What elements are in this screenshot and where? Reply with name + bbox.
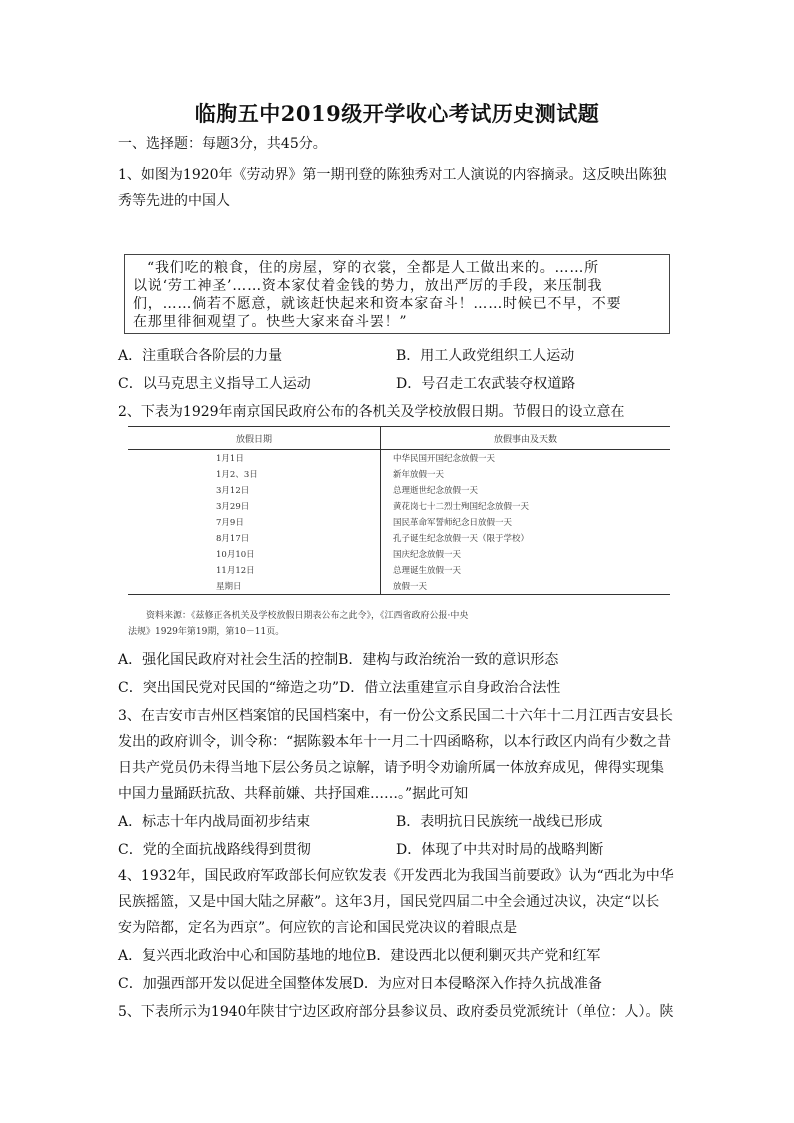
q2-options-cd[interactable]: C．突出国民党对民国的“缔造之功”D．借立法重建宣示自身政治合法性 [118, 680, 561, 696]
q1-stem-line-1: 1、如图为1920年《劳动界》第一期刊登的陈独秀对工人演说的内容摘录。这反映出陈独 [118, 167, 667, 183]
q3-stem-line: 发出的政府训令，训令称：“据陈毅本年十一月二十四函略称，以本行政区内尚有少数之昔 [118, 734, 672, 750]
q3-option-d[interactable]: D．体现了中共对时局的战略判断 [396, 842, 604, 858]
q1-quote-box [124, 254, 670, 334]
q4-stem-line: 安为陪都，定名为西京”。何应钦的言论和国民党决议的着眼点是 [118, 920, 518, 936]
q4-options-cd[interactable]: C．加强西部开发以促进全国整体发展D．为应对日本侵略深入作持久抗战准备 [118, 976, 602, 992]
table-cell-reason: 国庆纪念放假一天 [393, 550, 462, 560]
q1-quote-line: 在那里徘徊观望了。快些大家来奋斗罢！” [133, 314, 408, 330]
table-row [128, 578, 670, 595]
table-cell-reason: 国民革命军誓师纪念日放假一天 [393, 518, 513, 528]
q1-quote-line: “我们吃的粮食，住的房屋，穿的衣裳，全都是人工做出来的。……所 [147, 260, 599, 276]
q3-stem-line: 3、在吉安市吉州区档案馆的民国档案中，有一份公文系民国二十六年十二月江西吉安县长 [118, 708, 673, 724]
table-cell-date: 8月17日 [128, 530, 381, 546]
table-row [128, 530, 670, 546]
table-header-date: 放假日期 [128, 427, 381, 450]
q2-source-line-1: 资料来源：《兹修正各机关及学校放假日期表公布之此令》，《江西省政府公报·中央 [146, 611, 469, 621]
table-cell-date: 3月29日 [128, 498, 381, 514]
q1-stem-line-2: 秀等先进的中国人 [118, 193, 230, 209]
table-cell-date: 1月1日 [128, 450, 381, 467]
q3-option-c[interactable]: C．党的全面抗战路线得到贯彻 [118, 842, 311, 858]
q1-option-a[interactable]: A．注重联合各阶层的力量 [118, 348, 283, 364]
q2-stem: 2、下表为1929年南京国民政府公布的各机关及学校放假日期。节假日的设立意在 [118, 404, 625, 420]
table-cell-reason: 总理逝世纪念放假一天 [393, 486, 479, 496]
table-cell-reason: 中华民国开国纪念放假一天 [393, 454, 496, 464]
table-cell-date: 1月2、3日 [128, 466, 381, 482]
table-row [128, 546, 670, 562]
q5-stem-line: 5、下表所示为1940年陕甘宁边区政府部分县参议员、政府委员党派统计（单位：人）。陕 [118, 1004, 674, 1020]
q1-quote-line: 以说‘劳工神圣’……资本家仗着金钱的势力，放出严厉的手段，来压制我 [133, 278, 603, 294]
q2-options-ab[interactable]: A．强化国民政府对社会生活的控制B．建构与政治统治一致的意识形态 [118, 652, 559, 668]
table-row [128, 466, 670, 482]
q4-stem-line: 4、1932年，国民政府军政部长何应钦发表《开发西北为我国当前要政》认为“西北为中华 [118, 868, 674, 884]
table-cell-reason: 黄花岗七十二烈士殉国纪念放假一天 [393, 502, 530, 512]
table-row [128, 562, 670, 578]
page-title: 临朐五中2019级开学收心考试历史测试题 [194, 101, 600, 126]
table-cell-reason: 放假一天 [381, 578, 671, 595]
q4-stem-line: 民族摇篮，又是中国大陆之屏蔽”。这年3月，国民党四届二中全会通过决议，决定“以长 [118, 894, 660, 910]
table-cell-reason: 新年放假一天 [393, 470, 445, 480]
q2-source-line-2: 法规》1929年第19期，第10－11页。 [128, 627, 285, 637]
table-row [128, 450, 670, 467]
q1-option-d[interactable]: D．号召走工农武装夺权道路 [396, 376, 576, 392]
table-cell-reason: 总理诞生放假一天 [393, 566, 462, 576]
table-cell-date: 3月12日 [128, 482, 381, 498]
q1-option-c[interactable]: C．以马克思主义指导工人运动 [118, 376, 311, 392]
table-cell-date: 星期日 [128, 578, 381, 595]
table-row [128, 498, 670, 514]
table-cell-date: 7月9日 [128, 514, 381, 530]
q3-option-a[interactable]: A．标志十年内战局面初步结束 [118, 814, 311, 830]
holiday-table [128, 426, 670, 595]
table-header-reason: 放假事由及天数 [381, 427, 671, 450]
table-cell-date: 11月12日 [128, 562, 381, 578]
table-cell-reason: 孔子诞生纪念放假一天（限于学校） [393, 534, 530, 544]
q1-option-b[interactable]: B．用工人政党组织工人运动 [396, 348, 575, 364]
table-row [128, 514, 670, 530]
q3-option-b[interactable]: B．表明抗日民族统一战线已形成 [396, 814, 603, 830]
q4-options-ab[interactable]: A．复兴西北政治中心和国防基地的地位B．建设西北以便利剿灭共产党和红军 [118, 948, 601, 964]
section-heading: 一、选择题：每题3分，共45分。 [118, 136, 327, 152]
q3-stem-line: 中国力量踊跃抗敌、共释前嫌、共抒国难……。”据此可知 [118, 786, 469, 802]
q3-stem-line: 日共产党员仍未得当地下层公务员之谅解，请予明令劝谕所属一体放弃成见，俾得实现集 [118, 760, 664, 776]
q1-quote-line: 们，……倘若不愿意，就该赶快起来和资本家奋斗！……时候已不早，不要 [133, 296, 622, 312]
table-row [128, 482, 670, 498]
table-cell-date: 10月10日 [128, 546, 381, 562]
